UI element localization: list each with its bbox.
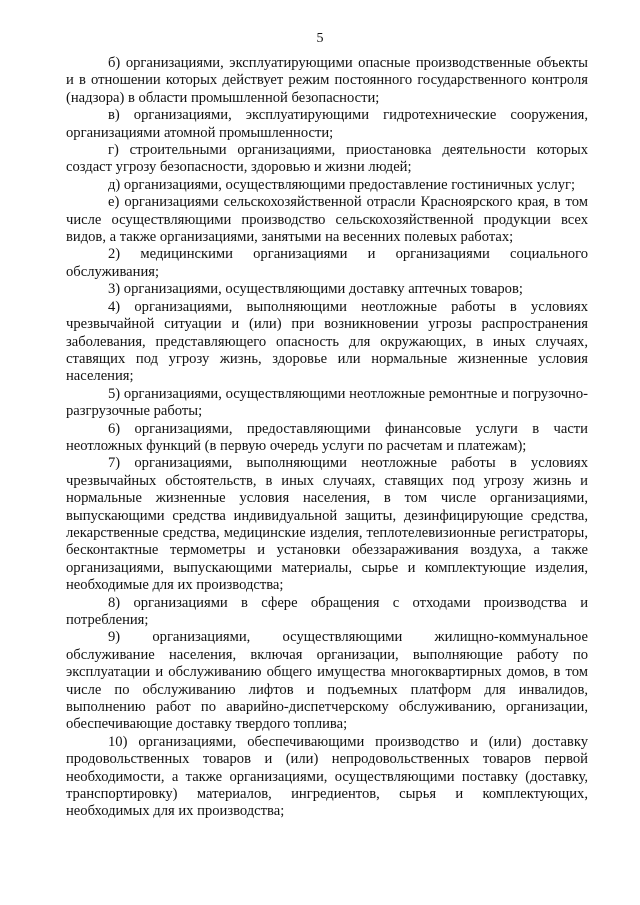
paragraph-6: 6) организациями, предоставляющими финансовые услуги в части неотложных функций (в первую очередь услуги по расчетам и платежам); bbox=[66, 420, 588, 454]
paragraph-5: 5) организациями, осуществляющими неотложные ремонтные и погрузочно-разгрузочные работы; bbox=[66, 385, 588, 420]
paragraph-1b: б) организациями, эксплуатирующими опасные производственные объекты и в отношении которых действует режим постоянного государственного контроля (надзора) в области промышленной безопасности; bbox=[66, 55, 588, 106]
paragraph-7: 7) организациями, выполняющими неотложные работы в условиях чрезвычайных обстоятельств, в иных случаях, ставящих под угрозу жизнь и нормальные жизненные условия населения, в том числе организациями, выпускающими средства индивидуальной защиты, дезинфицирующие средства, лекарственные средства, медицинские изделия, теплотелевизионные регистраторы, бесконтактные термометры и установки обеззараживания воздуха, а также организациями, выпускающими материалы, сырье и комплектующие изделия, необходимые для их производства; bbox=[66, 455, 588, 594]
paragraph-2: 2) медицинскими организациями и организациями социального обслуживания; bbox=[66, 246, 588, 280]
paragraph-10: 10) организациями, обеспечивающими производство и (или) доставку продовольственных товаров и (или) непродовольственных товаров первой необходимости, а также организациями, осуществляющими поставку (доставку, транспортировку) материалов, ингредиентов, сырья и комплектующих, необходимых для их производства; bbox=[66, 733, 588, 820]
paragraph-1v: в) организациями, эксплуатирующими гидротехнические сооружения, организациями атомной промышленности; bbox=[66, 107, 588, 141]
paragraph-1e: е) организациями сельскохозяйственной отрасли Красноярского края, в том числе осуществляющими производство сельскохозяйственной продукции всех видов, а также организациями, занятыми на весенних полевых работах; bbox=[66, 194, 588, 246]
paragraph-1g: г) строительными организациями, приостановка деятельности которых создаст угрозу безопасности, здоровью и жизни людей; bbox=[66, 142, 588, 176]
page-number: 5 bbox=[316, 31, 324, 46]
paragraph-9: 9) организациями, осуществляющими жилищно-коммунальное обслуживание населения, включая организации, выполняющие работу по эксплуатации и обслуживанию общего имущества многоквартирных домов, в том числе по обслуживанию лифтов и подъемных платформ для инвалидов, выполнению работ по аварийно-диспетчерскому обслуживанию, организации, обеспечивающие доставку твердого топлива; bbox=[66, 629, 588, 733]
document-body bbox=[66, 55, 588, 821]
paragraph-1d: д) организациями, осуществляющими предоставление гостиничных услуг; bbox=[108, 176, 576, 193]
paragraph-4: 4) организациями, выполняющими неотложные работы в условиях чрезвычайной ситуации и (или) при возникновении угрозы распространения заболевания, представляющего опасность для окружающих, в иных случаях, ставящих под угрозу жизнь, здоровье или нормальные жизненные условия населения; bbox=[66, 298, 588, 385]
paragraph-3: 3) организациями, осуществляющими доставку аптечных товаров; bbox=[108, 281, 523, 298]
paragraph-8: 8) организациями в сфере обращения с отходами производства и потребления; bbox=[66, 594, 588, 628]
